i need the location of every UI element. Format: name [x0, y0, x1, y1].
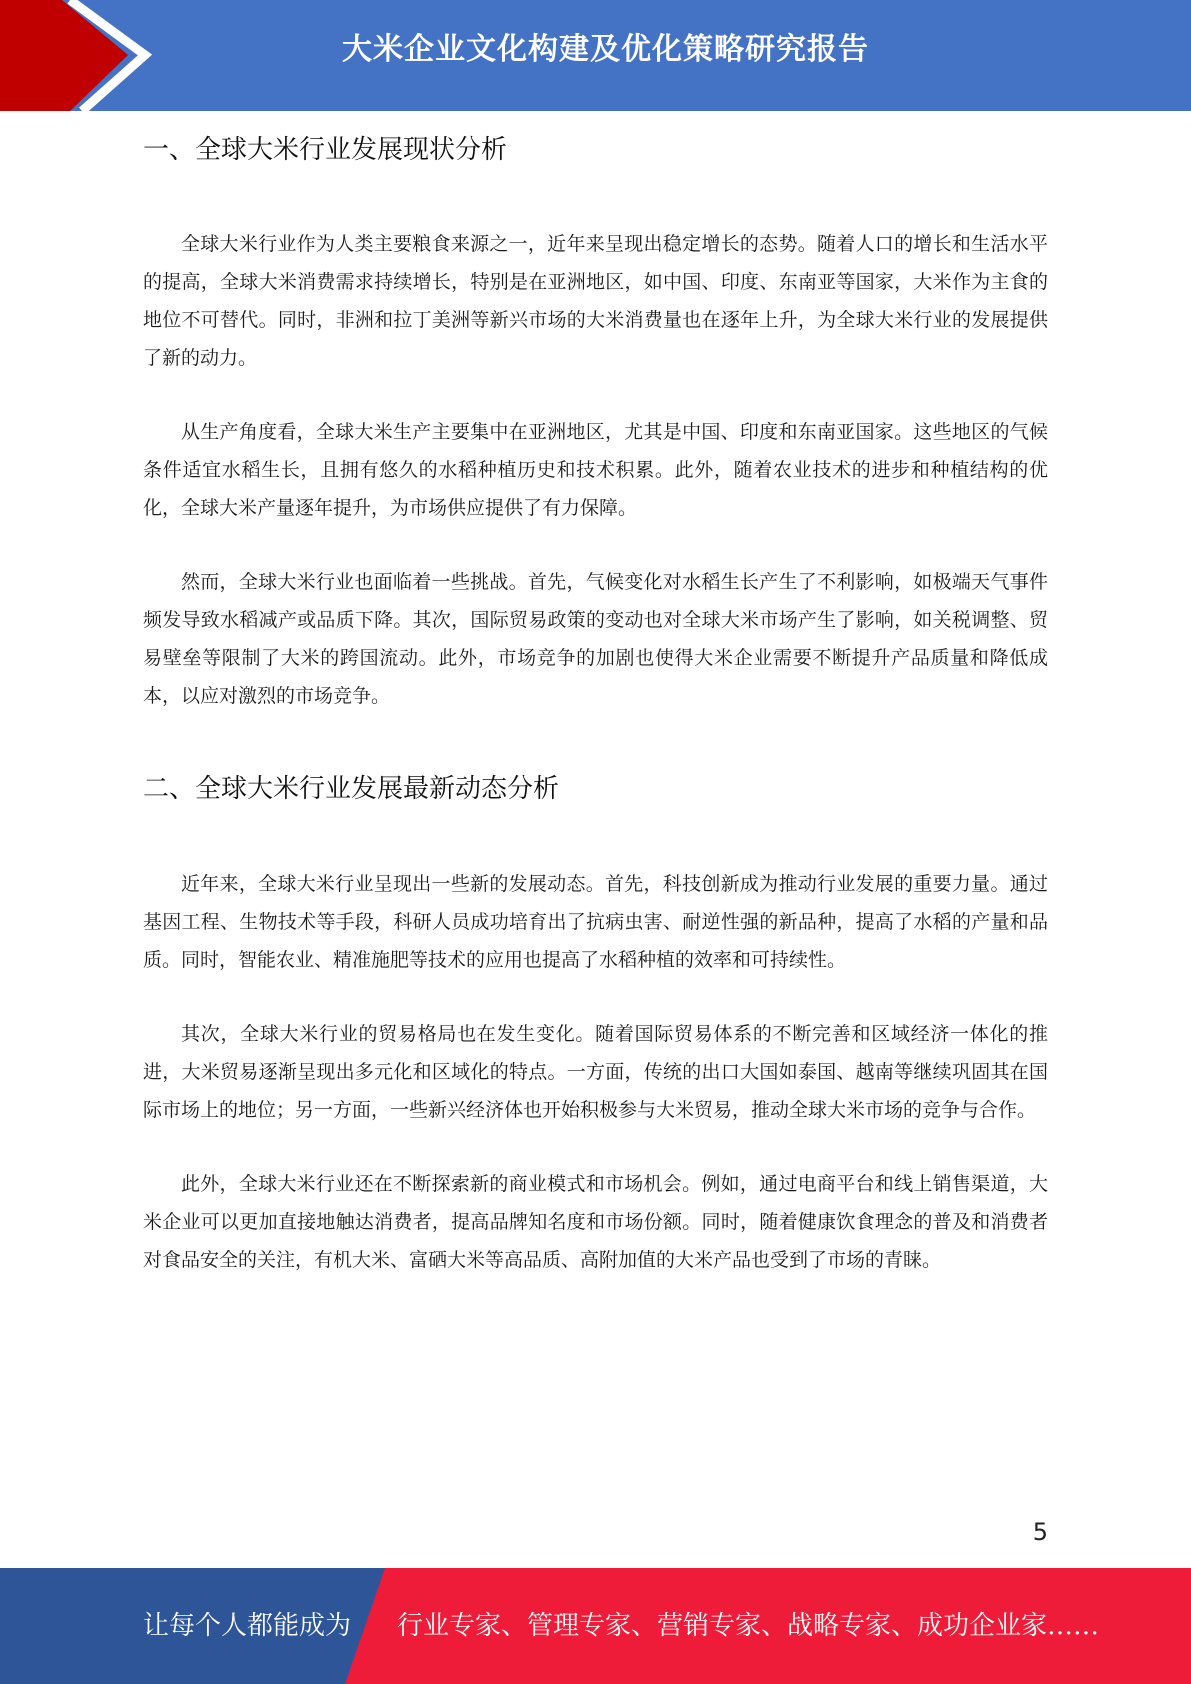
header-band	[0, 0, 1191, 111]
page-number: 5	[1032, 1518, 1048, 1546]
footer-slogan-right: 行业专家、管理专家、营销专家、战略专家、成功企业家……	[397, 1611, 1100, 1641]
paragraph: 从生产角度看，全球大米生产主要集中在亚洲地区，尤其是中国、印度和东南亚国家。这些地区的气候条件适宜水稻生长，且拥有悠久的水稻种植历史和技术积累。此外，随着农业技术的进步和种植结构的优化，全球大米产量逐年提升，为市场供应提供了有力保障。	[143, 421, 1048, 519]
section-heading-status: 一、全球大米行业发展现状分析	[143, 135, 508, 165]
paragraph: 其次，全球大米行业的贸易格局也在发生变化。随着国际贸易体系的不断完善和区域经济一体化的推进，大米贸易逐渐呈现出多元化和区域化的特点。一方面，传统的出口大国如泰国、越南等继续巩固其在国际市场上的地位；另一方面，一些新兴经济体也开始积极参与大米贸易，推动全球大米市场的竞争与合作。	[143, 1023, 1048, 1121]
paragraph: 然而，全球大米行业也面临着一些挑战。首先，气候变化对水稻生长产生了不利影响，如极端天气事件频发导致水稻减产或品质下降。其次，国际贸易政策的变动也对全球大米市场产生了影响，如关税调整、贸易壁垒等限制了大米的跨国流动。此外，市场竞争的加剧也使得大米企业需要不断提升产品质量和降低成本，以应对激烈的市场竞争。	[143, 571, 1048, 707]
paragraph: 此外，全球大米行业还在不断探索新的商业模式和市场机会。例如，通过电商平台和线上销售渠道，大米企业可以更加直接地触达消费者，提高品牌知名度和市场份额。同时，随着健康饮食理念的普及和消费者对食品安全的关注，有机大米、富硒大米等高品质、高附加值的大米产品也受到了市场的青睐。	[143, 1173, 1048, 1271]
report-title: 大米企业文化构建及优化策略研究报告	[342, 32, 869, 67]
section-heading-trends: 二、全球大米行业发展最新动态分析	[143, 774, 560, 804]
paragraph: 近年来，全球大米行业呈现出一些新的发展动态。首先，科技创新成为推动行业发展的重要力量。通过基因工程、生物技术等手段，科研人员成功培育出了抗病虫害、耐逆性强的新品种，提高了水稻的产量和品质。同时，智能农业、精准施肥等技术的应用也提高了水稻种植的效率和可持续性。	[143, 873, 1048, 971]
footer-band	[0, 1568, 1191, 1684]
footer-slogan-left: 让每个人都能成为	[143, 1611, 352, 1641]
paragraph: 全球大米行业作为人类主要粮食来源之一，近年来呈现出稳定增长的态势。随着人口的增长和生活水平的提高，全球大米消费需求持续增长，特别是在亚洲地区，如中国、印度、东南亚等国家，大米作为主食的地位不可替代。同时，非洲和拉丁美洲等新兴市场的大米消费量也在逐年上升，为全球大米行业的发展提供了新的动力。	[143, 233, 1048, 369]
main-content	[143, 128, 1048, 1279]
